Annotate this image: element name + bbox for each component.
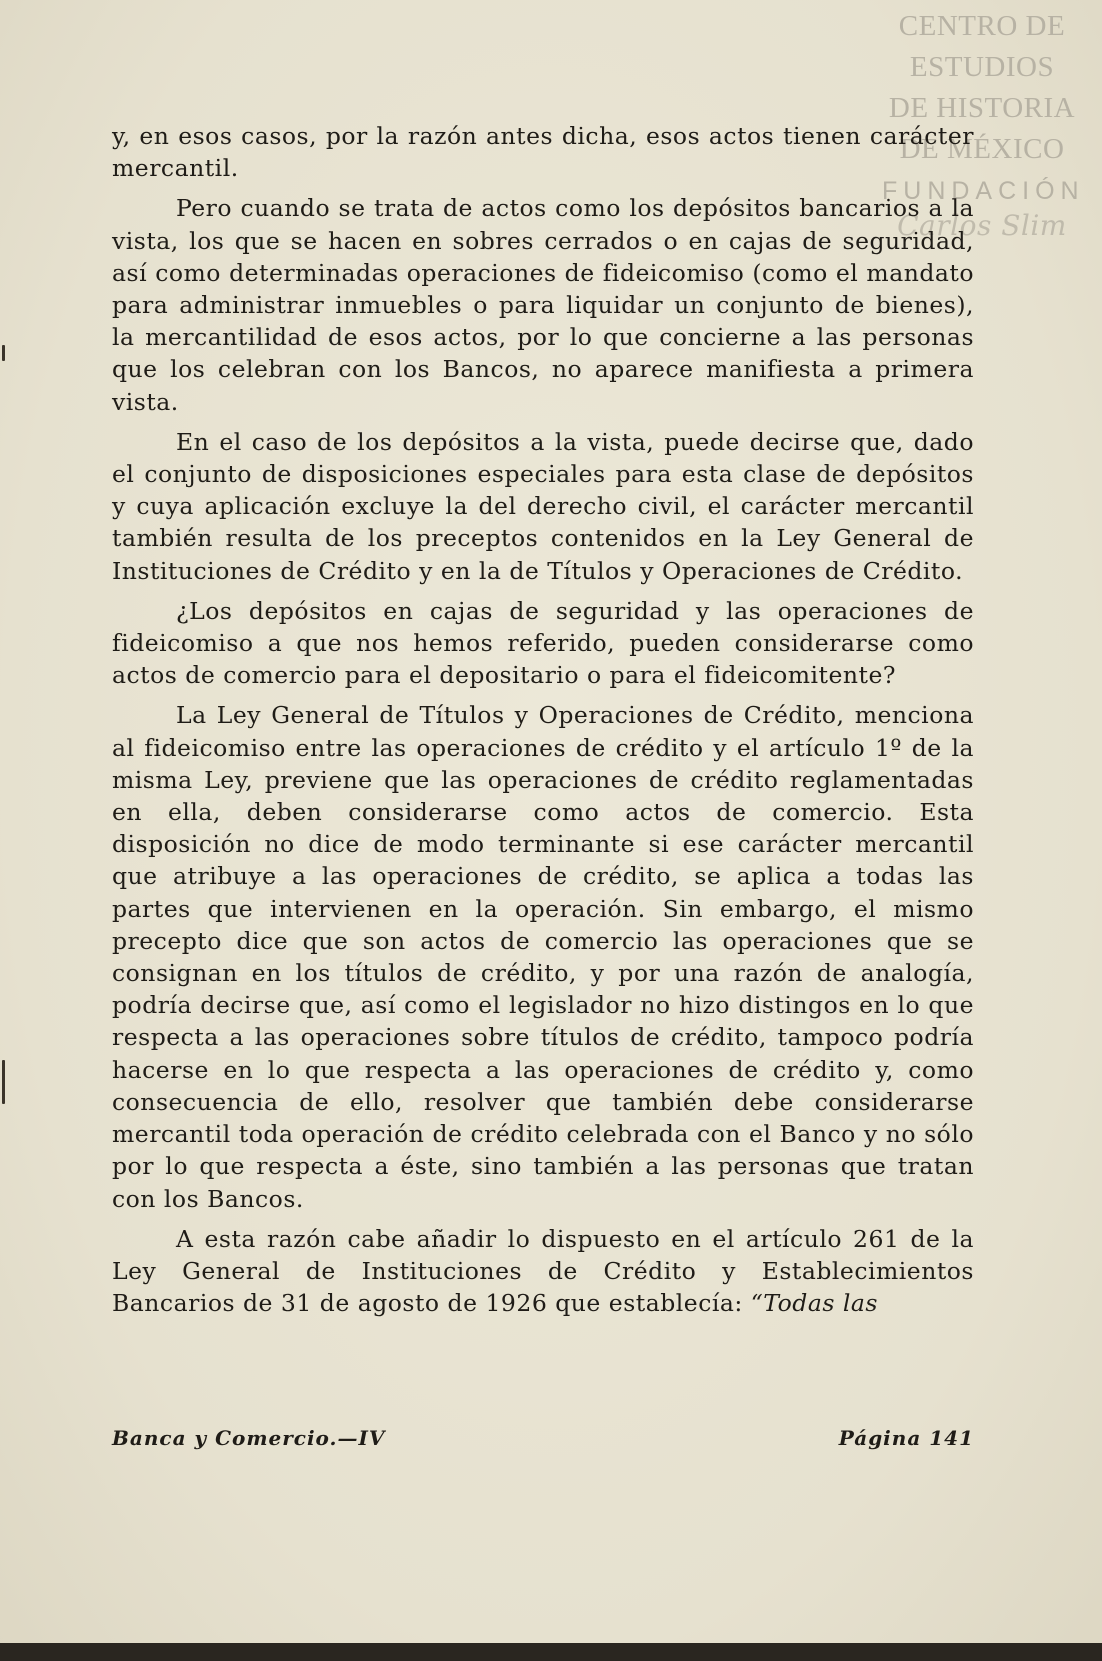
watermark-fundacion: FUNDACIÓN [882,177,1085,205]
scan-edge [0,1643,1102,1661]
body-text [112,120,974,1319]
watermark-line: DE HISTORIA [888,92,1076,124]
paragraph-last-text: A esta razón cabe añadir lo dispuesto en el artículo 261 de la Ley General de Instituciones de Crédito y Establecimientos Bancarios de 31 de agosto de 1926 que establecía: [112,1224,974,1318]
page-footer [112,1426,974,1456]
watermark-line: ESTUDIOS [909,51,1055,83]
watermark-signature: Carlos Slim [897,209,1067,242]
paragraph: ¿Los depósitos en cajas de seguridad y las operaciones de fideicomiso a que nos hemos referido, pueden considerarse como actos de comercio para el depositario o para el fideicomitente? [112,596,974,690]
paragraph: La Ley General de Títulos y Operaciones de Crédito, menciona al fideicomiso entre las operaciones de crédito y el artículo 1º de la misma Ley, previene que las operaciones de crédito reglamentadas en ella, deben considerarse como actos de comercio. Esta disposición no dice de modo terminante si ese carácter mercantil que atribuye a las operaciones de crédito, se aplica a todas las partes que intervienen en la operación. Sin embargo, el mismo precepto dice que son actos de comercio las operaciones que se consignan en los títulos de crédito, y por una razón de analogía, podría decirse que, así como el legislador no hizo distingos en lo que respecta a las operaciones sobre títulos de crédito, tampoco podría hacerse en lo que respecta a las operaciones de crédito y, como consecuencia de ello, resolver que también debe considerarse mercantil toda operación de crédito celebrada con el Banco y no sólo por lo que respecta a éste, sino también a las personas que tratan con los Bancos. [112,701,974,1213]
paragraph: En el caso de los depósitos a la vista, puede decirse que, dado el conjunto de disposiciones especiales para esta clase de depósitos y cuya aplicación excluye la del derecho civil, el carácter mercantil también resulta de los preceptos contenidos en la Ley General de Instituciones de Crédito y en la de Títulos y Operaciones de Crédito. [112,427,974,585]
paragraph: Pero cuando se trata de actos como los depósitos bancarios a la vista, los que se hacen en sobres cerrados o en cajas de seguridad, así como determinadas operaciones de fideicomiso (como el mandato para administrar inmuebles o para liquidar un conjunto de bienes), la mercantilidad de esos actos, por lo que concierne a las personas que los celebran con los Bancos, no aparece manifiesta a primera vista. [112,194,974,416]
watermark-line: CENTRO DE [898,10,1066,42]
page-number: Página 141 [838,1426,974,1450]
paragraph-last [112,1223,974,1320]
quote-start: “Todas las [750,1289,878,1318]
watermark-line: DE MÉXICO [899,133,1065,165]
paragraph: y, en esos casos, por la razón antes dicha, esos actos tienen carácter mercantil. [112,122,974,183]
binding-mark [2,1060,5,1104]
running-title: Banca y Comercio.—IV [112,1426,386,1450]
binding-mark [2,345,5,361]
